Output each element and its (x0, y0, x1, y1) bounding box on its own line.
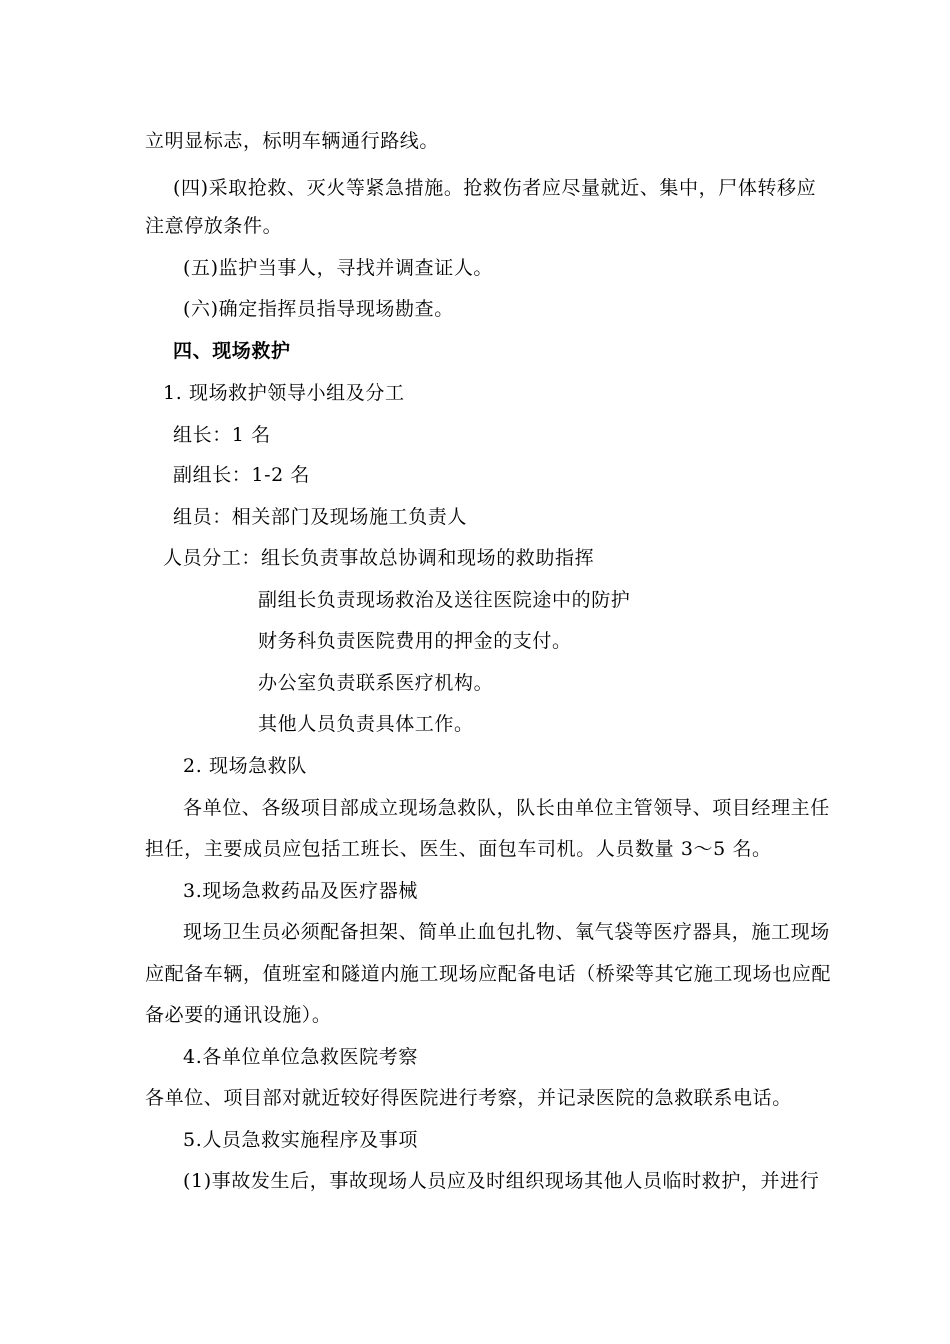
text-line-1: 立明显标志，标明车辆通行路线。 (145, 130, 440, 152)
text-line-25: 5.人员急救实施程序及事项 (183, 1129, 418, 1151)
text-line-19: 3.现场急救药品及医疗器械 (183, 880, 418, 902)
text-line-9: 副组长：1-2 名 (173, 464, 311, 486)
text-line-21: 应配备车辆，值班室和隧道内施工现场应配备电话（桥梁等其它施工现场也应配 (145, 963, 832, 985)
text-line-10: 组员：相关部门及现场施工负责人 (173, 506, 468, 528)
text-line-4: (五)监护当事人，寻找并调查证人。 (183, 257, 494, 279)
text-line-8: 组长：1 名 (173, 424, 271, 446)
text-line-3: 注意停放条件。 (145, 215, 283, 237)
text-line-24: 各单位、项目部对就近较好得医院进行考察，并记录医院的急救联系电话。 (145, 1087, 792, 1109)
text-line-11: 人员分工：组长负责事故总协调和现场的救助指挥 (163, 547, 595, 569)
text-line-2: (四)采取抢救、灭火等紧急措施。抢救伤者应尽量就近、集中，尸体转移应 (173, 177, 817, 199)
text-line-18: 担任，主要成员应包括工班长、医生、面包车司机。人员数量 3～5 名。 (145, 838, 772, 860)
text-line-22: 备必要的通讯设施）。 (145, 1004, 332, 1026)
text-line-14: 办公室负责联系医疗机构。 (258, 672, 494, 694)
text-line-12: 副组长负责现场救治及送往医院途中的防护 (258, 589, 631, 611)
text-line-17: 各单位、各级项目部成立现场急救队，队长由单位主管领导、项目经理主任 (183, 797, 830, 819)
text-line-26: (1)事故发生后，事故现场人员应及时组织现场其他人员临时救护，并进行 (183, 1170, 820, 1192)
text-line-7: 1. 现场救护领导小组及分工 (163, 382, 405, 404)
section-heading: 四、现场救护 (173, 340, 291, 362)
text-line-5: (六)确定指挥员指导现场勘查。 (183, 298, 454, 320)
text-line-23: 4.各单位单位急救医院考察 (183, 1046, 418, 1068)
text-line-15: 其他人员负责具体工作。 (258, 713, 474, 735)
text-line-16: 2. 现场急救队 (183, 755, 307, 777)
text-line-13: 财务科负责医院费用的押金的支付。 (258, 630, 572, 652)
text-line-20: 现场卫生员必须配备担架、简单止血包扎物、氧气袋等医疗器具，施工现场 (183, 921, 830, 943)
